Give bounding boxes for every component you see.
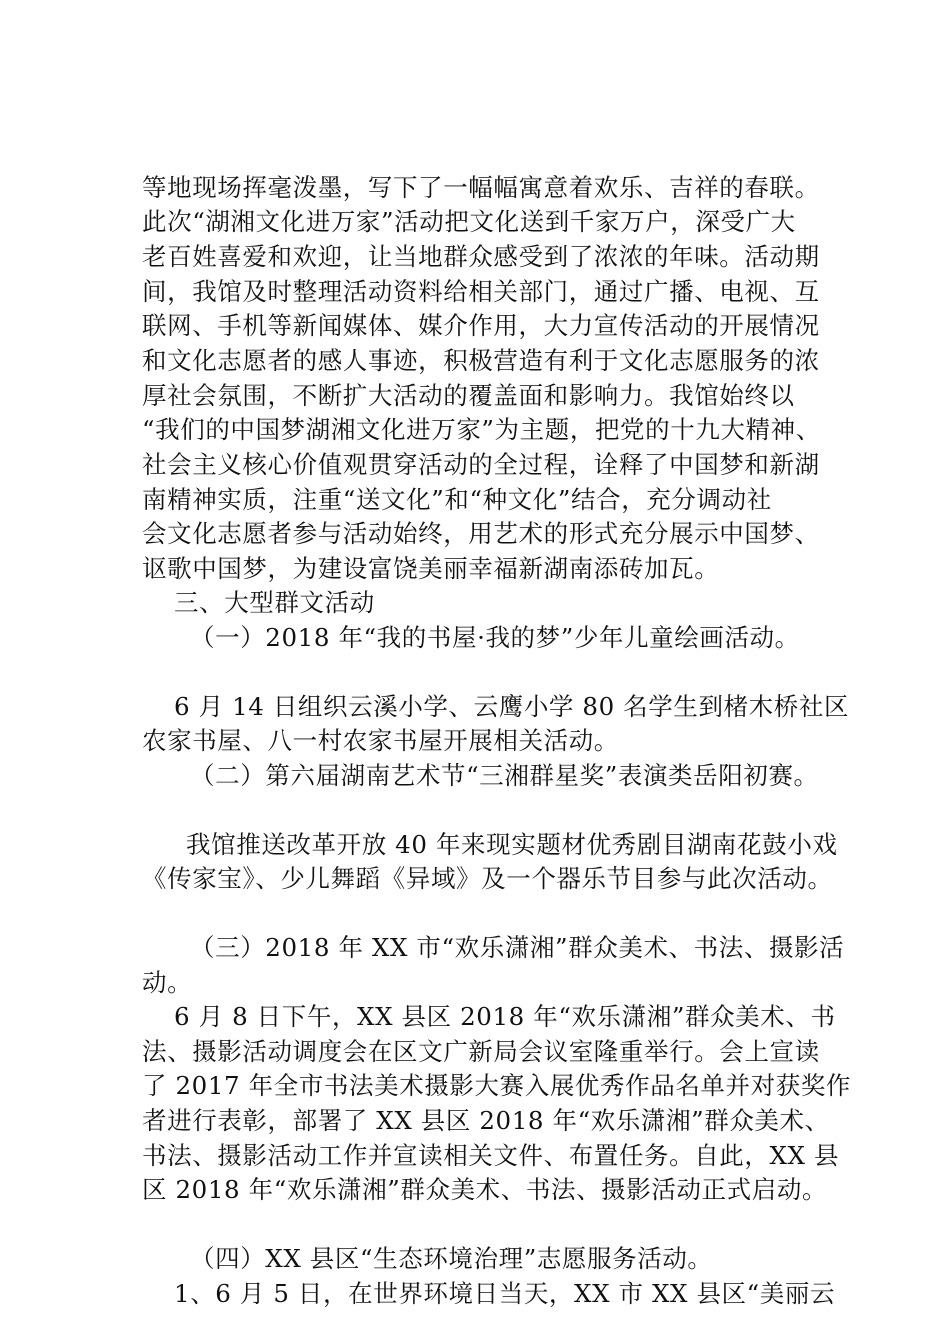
body-line: 南精神实质，注重“送文化”和“种文化”结合，充分调动社 [142, 485, 772, 514]
body-line: 老百姓喜爱和欢迎，让当地群众感受到了浓浓的年味。活动期 [142, 242, 820, 271]
subsection-heading: （四）XX 县区“生态环境治理”志愿服务活动。 [190, 1244, 713, 1273]
body-line: 《传家宝》、少儿舞蹈《异域》及一个器乐节目参与此次活动。 [142, 864, 833, 893]
body-line: 和文化志愿者的感人事迹，积极营造有利于文化志愿服务的浓 [142, 346, 820, 375]
body-line: 法、摄影活动调度会在区文广新局会议室隆重举行。会上宣读 [142, 1037, 820, 1066]
body-line: 厚社会氛围，不断扩大活动的覆盖面和影响力。我馆始终以 [142, 381, 795, 410]
body-line: 动。 [142, 968, 193, 997]
body-line: “我们的中国梦湖湘文化进万家”为主题，把党的十九大精神、 [142, 415, 821, 444]
body-line: 了 2017 年全市书法美术摄影大赛入展优秀作品名单并对获奖作 [142, 1071, 852, 1100]
subsection-heading: （二）第六届湖南艺术节“三湘群星奖”表演类岳阳初赛。 [190, 761, 819, 790]
body-line: 此次“湖湘文化进万家”活动把文化送到千家万户，深受广大 [142, 207, 796, 236]
body-line: 书法、摄影活动工作并宣读相关文件、布置任务。自此，XX 县 [142, 1141, 840, 1170]
body-line: 我馆推送改革开放 40 年来现实题材优秀剧目湖南花鼓小戏 [186, 830, 838, 859]
body-line: 讴歌中国梦，为建设富饶美丽幸福新湖南添砖加瓦。 [142, 554, 720, 583]
body-line: 1、6 月 5 日，在世界环境日当天，XX 市 XX 县区“美丽云 [174, 1279, 836, 1308]
subsection-heading: （一）2018 年“我的书屋·我的梦”少年儿童绘画活动。 [190, 623, 800, 652]
subsection-heading: （三）2018 年 XX 市“欢乐潇湘”群众美术、书法、摄影活 [190, 933, 845, 962]
body-line: 等地现场挥毫泼墨，写下了一幅幅寓意着欢乐、吉祥的春联。 [142, 173, 820, 202]
body-line: 6 月 8 日下午，XX 县区 2018 年“欢乐潇湘”群众美术、书 [174, 1002, 836, 1031]
body-line: 社会主义核心价值观贯穿活动的全过程，诠释了中国梦和新湖 [142, 450, 820, 479]
body-line: 区 2018 年“欢乐潇湘”群众美术、书法、摄影活动正式启动。 [142, 1175, 828, 1204]
section-heading: 三、大型群文活动 [174, 588, 375, 617]
body-line: 者进行表彰，部署了 XX 县区 2018 年“欢乐潇湘”群众美术、 [142, 1106, 830, 1135]
body-line: 农家书屋、八一村农家书屋开展相关活动。 [142, 726, 619, 755]
body-line: 联网、手机等新闻媒体、媒介作用，大力宣传活动的开展情况 [142, 311, 820, 340]
body-line: 会文化志愿者参与活动始终，用艺术的形式充分展示中国梦、 [142, 519, 820, 548]
body-line: 间，我馆及时整理活动资料给相关部门，通过广播、电视、互 [142, 277, 820, 306]
body-line: 6 月 14 日组织云溪小学、云鹰小学 80 名学生到楮木桥社区 [174, 692, 850, 721]
